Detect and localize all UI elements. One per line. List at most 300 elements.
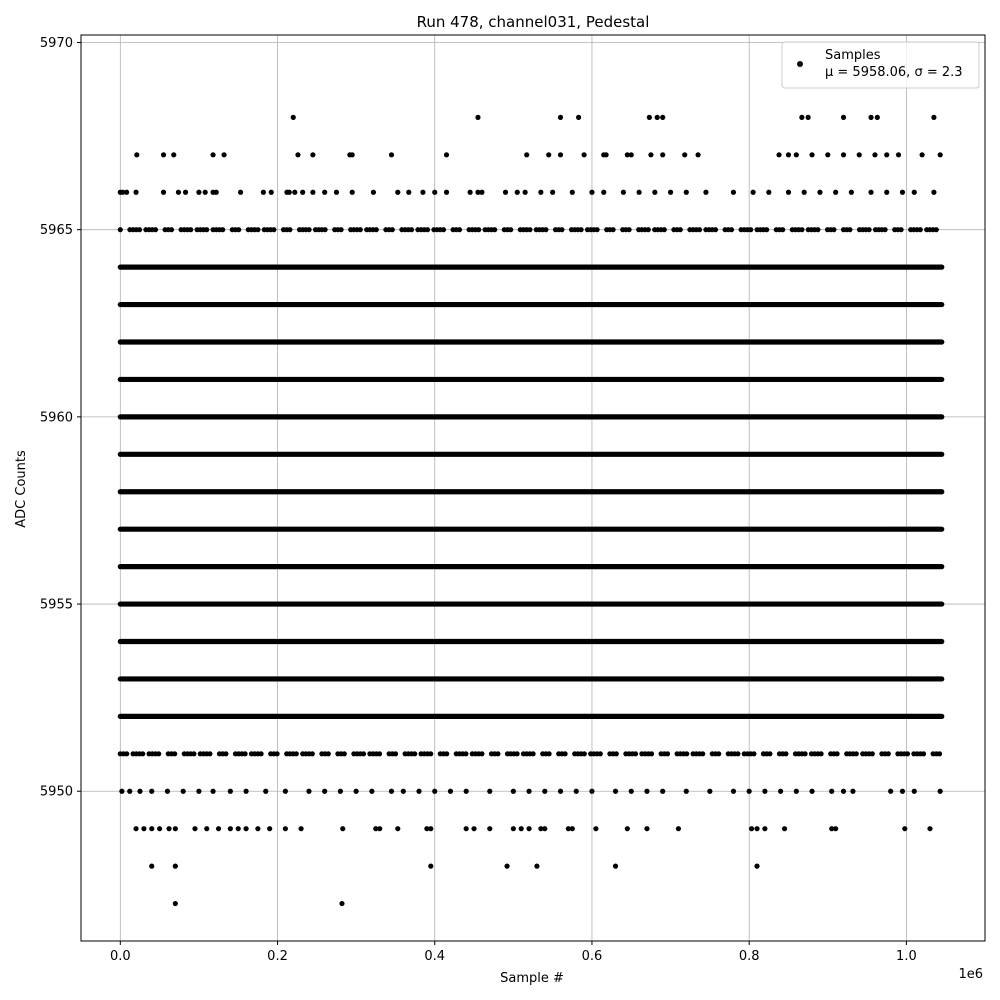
data-point (310, 751, 315, 756)
data-point (582, 751, 587, 756)
data-point (389, 152, 394, 157)
data-point (799, 115, 804, 120)
data-point (766, 190, 771, 195)
data-point (543, 227, 548, 232)
data-point (287, 190, 292, 195)
data-point (173, 826, 178, 831)
data-point (263, 789, 268, 794)
data-point (595, 227, 600, 232)
data-point (697, 227, 702, 232)
data-point (849, 190, 854, 195)
data-point (124, 751, 129, 756)
data-point (625, 826, 630, 831)
data-point (868, 190, 873, 195)
data-point (310, 152, 315, 157)
data-point (173, 901, 178, 906)
data-point (448, 789, 453, 794)
data-point (563, 751, 568, 756)
data-point (601, 190, 606, 195)
data-point (764, 227, 769, 232)
data-point (782, 826, 787, 831)
data-point (902, 826, 907, 831)
data-point (749, 826, 754, 831)
data-point (729, 227, 734, 232)
data-point (662, 227, 667, 232)
legend (782, 42, 979, 88)
y-tick-label: 5960 (39, 410, 73, 426)
data-point (934, 227, 939, 232)
data-point (884, 190, 889, 195)
data-point (700, 751, 705, 756)
data-point (644, 789, 649, 794)
data-point (515, 190, 520, 195)
data-point (524, 152, 529, 157)
data-point (236, 227, 241, 232)
data-point (133, 190, 138, 195)
data-point (259, 751, 264, 756)
data-point (204, 227, 209, 232)
data-point (238, 190, 243, 195)
data-point (546, 152, 551, 157)
y-tick-label: 5970 (39, 35, 73, 51)
data-point (283, 826, 288, 831)
data-point (918, 227, 923, 232)
data-point (243, 789, 248, 794)
data-point (629, 789, 634, 794)
data-point (464, 826, 469, 831)
data-point (153, 227, 158, 232)
data-point (899, 227, 904, 232)
data-point (416, 789, 421, 794)
x-tick-label: 1.0 (896, 949, 917, 964)
data-point (707, 789, 712, 794)
data-point (802, 190, 807, 195)
data-point (550, 190, 555, 195)
data-point (676, 826, 681, 831)
data-point (538, 190, 543, 195)
data-point (678, 227, 683, 232)
data-point (283, 789, 288, 794)
data-point (165, 789, 170, 794)
data-point (322, 789, 327, 794)
data-point (857, 152, 862, 157)
data-point (508, 227, 513, 232)
data-point (611, 227, 616, 232)
data-point (406, 190, 411, 195)
data-point (780, 227, 785, 232)
data-point (542, 789, 547, 794)
x-tick-label: 0.8 (738, 949, 760, 964)
data-point (181, 789, 186, 794)
data-point (833, 190, 838, 195)
data-point (294, 751, 299, 756)
data-point (786, 152, 791, 157)
data-point (581, 152, 586, 157)
data-point (633, 751, 638, 756)
data-point (267, 826, 272, 831)
data-point (425, 227, 430, 232)
data-point (900, 190, 905, 195)
data-point (938, 152, 943, 157)
y-axis-label: ADC Counts (14, 450, 29, 528)
data-point (515, 751, 520, 756)
data-point (833, 826, 838, 831)
data-point (221, 152, 226, 157)
data-point (695, 152, 700, 157)
data-point (157, 826, 162, 831)
data-point (156, 751, 161, 756)
data-point (570, 826, 575, 831)
data-point (255, 826, 260, 831)
data-point (912, 789, 917, 794)
data-point (271, 227, 276, 232)
data-point (340, 826, 345, 831)
data-point (444, 190, 449, 195)
data-point (322, 190, 327, 195)
data-point (682, 152, 687, 157)
data-point (754, 864, 759, 869)
data-point (464, 789, 469, 794)
data-point (684, 789, 689, 794)
data-point (776, 152, 781, 157)
data-point (819, 751, 824, 756)
data-point (559, 227, 564, 232)
data-point (511, 789, 516, 794)
data-point (412, 751, 417, 756)
data-point (269, 190, 274, 195)
data-point (210, 789, 215, 794)
data-point (307, 227, 312, 232)
data-point (444, 751, 449, 756)
data-point (884, 152, 889, 157)
data-point (574, 789, 579, 794)
data-point (703, 190, 708, 195)
data-point (829, 789, 834, 794)
data-point (295, 152, 300, 157)
data-point (713, 227, 718, 232)
data-point (526, 789, 531, 794)
data-point (393, 751, 398, 756)
data-point (503, 190, 508, 195)
data-point (134, 152, 139, 157)
data-point (867, 227, 872, 232)
data-point (644, 826, 649, 831)
data-point (377, 826, 382, 831)
data-point (937, 751, 942, 756)
data-point (896, 152, 901, 157)
data-point (888, 789, 893, 794)
data-point (299, 826, 304, 831)
data-point (920, 152, 925, 157)
data-point (166, 826, 171, 831)
data-point (786, 190, 791, 195)
data-point (223, 751, 228, 756)
data-point (243, 751, 248, 756)
data-point (621, 190, 626, 195)
data-point (432, 190, 437, 195)
data-point (287, 227, 292, 232)
data-point (137, 227, 142, 232)
data-point (149, 826, 154, 831)
data-point (342, 751, 347, 756)
data-point (334, 190, 339, 195)
data-point (523, 190, 528, 195)
data-point (542, 826, 547, 831)
data-point (172, 751, 177, 756)
data-point (665, 751, 670, 756)
data-point (292, 190, 297, 195)
data-point (783, 751, 788, 756)
data-point (389, 789, 394, 794)
data-point (841, 789, 846, 794)
data-point (815, 227, 820, 232)
legend-title: Samples (825, 48, 881, 63)
data-point (735, 751, 740, 756)
data-point (589, 789, 594, 794)
data-point (191, 751, 196, 756)
data-point (369, 789, 374, 794)
data-point (300, 190, 305, 195)
data-point (326, 751, 331, 756)
data-point (637, 190, 642, 195)
data-point (428, 864, 433, 869)
data-point (938, 789, 943, 794)
data-point (921, 751, 926, 756)
data-point (161, 152, 166, 157)
x-offset-label: 1e6 (958, 967, 983, 982)
data-point (831, 227, 836, 232)
data-point (141, 826, 146, 831)
data-point (183, 190, 188, 195)
data-point (762, 789, 767, 794)
data-point (886, 751, 891, 756)
data-point (495, 751, 500, 756)
data-point (395, 190, 400, 195)
data-point (196, 190, 201, 195)
data-point (127, 789, 132, 794)
data-point (432, 789, 437, 794)
data-point (604, 152, 609, 157)
data-point (558, 115, 563, 120)
data-point (806, 115, 811, 120)
data-point (390, 227, 395, 232)
data-point (228, 826, 233, 831)
data-point (291, 115, 296, 120)
data-point (169, 227, 174, 232)
data-point (204, 826, 209, 831)
chart-title: Run 478, channel031, Pedestal (416, 13, 650, 31)
data-point (374, 227, 379, 232)
data-point (149, 864, 154, 869)
data-point (468, 190, 473, 195)
data-point (526, 826, 531, 831)
data-point (747, 789, 752, 794)
data-point (350, 152, 355, 157)
data-point (868, 115, 873, 120)
data-point (547, 751, 552, 756)
data-point (629, 152, 634, 157)
data-point (519, 826, 524, 831)
y-tick-label: 5950 (39, 784, 73, 800)
data-point (847, 227, 852, 232)
y-tick-label: 5965 (39, 223, 73, 239)
data-point (534, 864, 539, 869)
data-point (504, 864, 509, 869)
data-point (794, 789, 799, 794)
data-point (395, 826, 400, 831)
data-point (196, 789, 201, 794)
data-point (655, 115, 660, 120)
data-point (817, 190, 822, 195)
data-point (479, 751, 484, 756)
data-point (401, 789, 406, 794)
data-point (339, 227, 344, 232)
data-point (531, 751, 536, 756)
data-point (118, 227, 123, 232)
data-point (192, 826, 197, 831)
x-tick-label: 0.4 (424, 949, 446, 964)
data-point (912, 190, 917, 195)
data-point (579, 227, 584, 232)
data-point (799, 227, 804, 232)
data-point (870, 751, 875, 756)
data-point (652, 190, 657, 195)
data-point (377, 751, 382, 756)
data-point (339, 901, 344, 906)
data-point (323, 227, 328, 232)
data-point (161, 190, 166, 195)
data-point (803, 751, 808, 756)
x-tick-label: 0.2 (267, 949, 288, 964)
data-point (648, 152, 653, 157)
data-point (137, 789, 142, 794)
data-point (188, 227, 193, 232)
data-point (487, 826, 492, 831)
data-point (527, 227, 532, 232)
data-point (306, 789, 311, 794)
data-point (716, 751, 721, 756)
x-axis-label: Sample # (500, 971, 564, 986)
data-point (589, 190, 594, 195)
legend-stats: μ = 5958.06, σ = 2.3 (825, 65, 963, 80)
data-point (613, 864, 618, 869)
data-point (476, 227, 481, 232)
data-point (627, 227, 632, 232)
data-point (875, 115, 880, 120)
data-point (441, 227, 446, 232)
data-point (133, 826, 138, 831)
y-tick-label: 5955 (39, 597, 73, 613)
data-point (457, 227, 462, 232)
data-point (428, 751, 433, 756)
data-point (841, 115, 846, 120)
data-point (854, 751, 859, 756)
data-point (668, 190, 673, 195)
data-point (593, 826, 598, 831)
data-point (210, 152, 215, 157)
data-point (228, 789, 233, 794)
data-point (835, 751, 840, 756)
data-point (173, 864, 178, 869)
data-point (731, 789, 736, 794)
data-point (751, 751, 756, 756)
x-tick-label: 0.0 (109, 949, 131, 964)
data-point (931, 115, 936, 120)
data-point (754, 826, 759, 831)
legend-marker (797, 61, 803, 67)
data-point (748, 227, 753, 232)
data-point (809, 152, 814, 157)
data-point (872, 152, 877, 157)
data-point (598, 751, 603, 756)
data-point (420, 190, 425, 195)
data-point (171, 152, 176, 157)
data-point (576, 115, 581, 120)
data-point (149, 789, 154, 794)
data-point (444, 152, 449, 157)
data-point (511, 826, 516, 831)
data-point (570, 190, 575, 195)
data-point (220, 227, 225, 232)
data-point (124, 190, 129, 195)
data-point (255, 227, 260, 232)
data-point (492, 227, 497, 232)
data-point (684, 751, 689, 756)
data-point (794, 152, 799, 157)
data-point (236, 826, 241, 831)
data-point (646, 227, 651, 232)
data-point (931, 190, 936, 195)
data-point (762, 826, 767, 831)
data-point (350, 190, 355, 195)
data-point (203, 190, 208, 195)
data-point (361, 751, 366, 756)
data-point (558, 789, 563, 794)
data-point (428, 826, 433, 831)
data-point (261, 190, 266, 195)
data-point (660, 115, 665, 120)
data-point (731, 190, 736, 195)
data-point (140, 751, 145, 756)
data-point (310, 190, 315, 195)
data-point (409, 227, 414, 232)
data-point (119, 789, 124, 794)
data-point (684, 190, 689, 195)
data-point (243, 826, 248, 831)
x-tick-label: 0.6 (581, 949, 603, 964)
data-point (475, 115, 480, 120)
data-point (358, 227, 363, 232)
data-point (471, 826, 476, 831)
data-point (751, 190, 756, 195)
data-point (338, 789, 343, 794)
data-point (614, 751, 619, 756)
data-point (487, 789, 492, 794)
data-point (647, 115, 652, 120)
data-point (900, 789, 905, 794)
data-point (479, 190, 484, 195)
data-point (883, 227, 888, 232)
data-point (216, 826, 221, 831)
data-point (905, 751, 910, 756)
data-point (660, 789, 665, 794)
data-point (613, 789, 618, 794)
data-point (371, 190, 376, 195)
data-point (660, 152, 665, 157)
data-point (176, 190, 181, 195)
data-point (841, 152, 846, 157)
data-point (214, 190, 219, 195)
